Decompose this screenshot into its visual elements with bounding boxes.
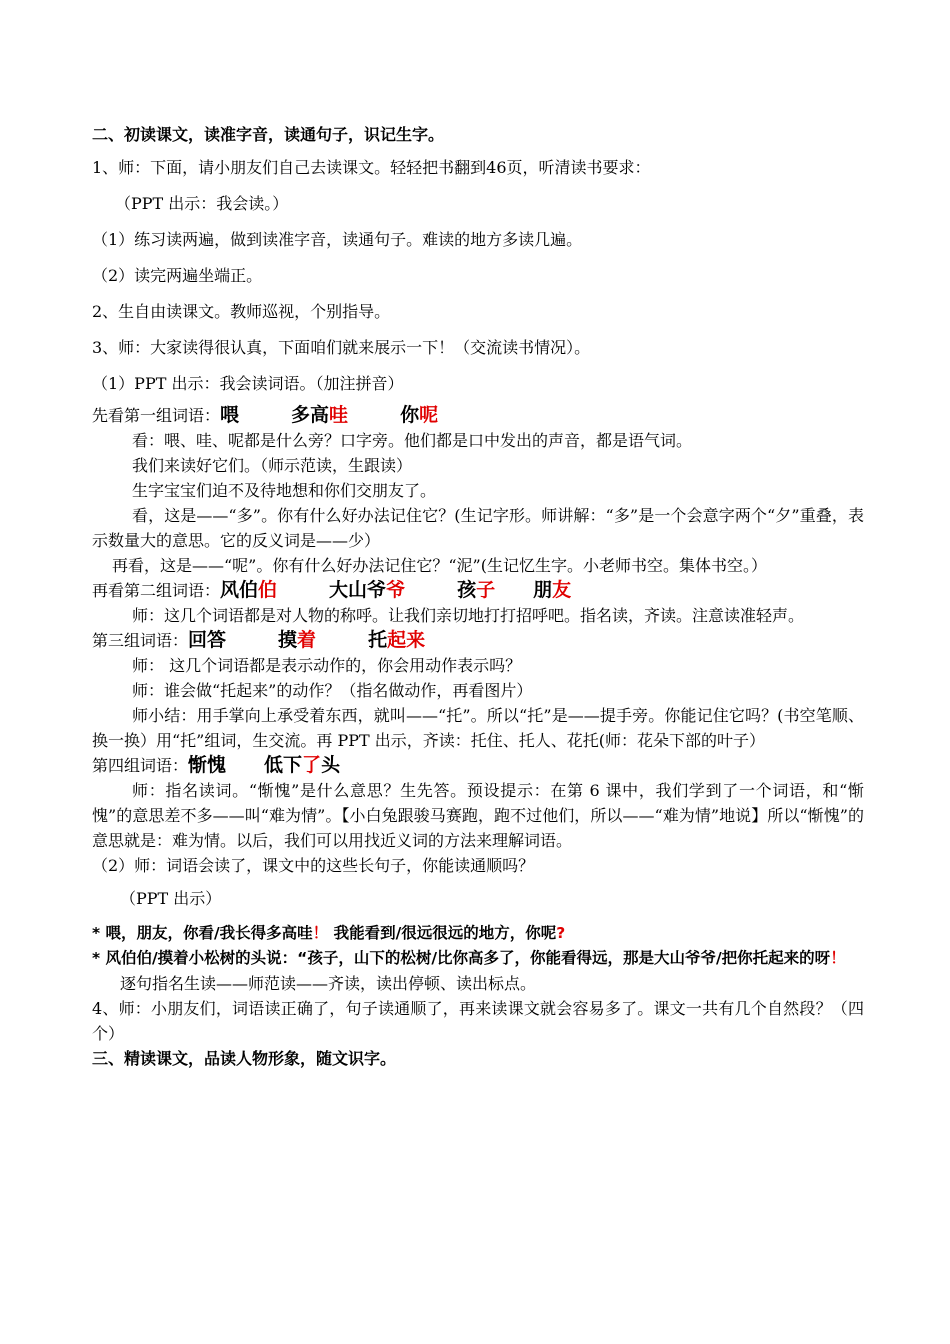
word-highlight: 哇 — [329, 404, 349, 426]
paragraph: （2）师：词语会读了，课文中的这些长句子，你能读通顺吗？ — [92, 856, 535, 875]
word-highlight: 友 — [552, 579, 572, 601]
word-highlight: 起来 — [387, 629, 426, 651]
word-group-2 — [92, 578, 864, 603]
paragraph: （1）PPT 出示：我会读词语。（加注拼音） — [92, 374, 404, 393]
paragraph: 1、师：下面，请小朋友们自己去读课文。轻轻把书翻到46页，听清读书要求： — [92, 158, 651, 177]
paragraph: 师： 这几个词语都是表示动作的，你会用动作表示吗？ — [132, 656, 522, 675]
paragraph: （PPT 出示） — [120, 889, 222, 908]
sentence-text: 我能看到/很远很远的地方，你呢 — [328, 924, 557, 942]
paragraph: 师：谁会做“托起来”的动作？（指名做动作，再看图片） — [132, 681, 533, 700]
practice-sentence-2 — [92, 946, 864, 971]
word-highlight: 伯 — [258, 579, 278, 601]
sentence-text: * 风伯伯/摸着小松树的头说：“孩子，山下的松树/比你高多了，你能看得远，那是大山爷爷/把你托起来的呀 — [92, 949, 831, 967]
paragraph: 看：喂、哇、呢都是什么旁？口字旁。他们都是口中发出的声音，都是语气词。 — [132, 431, 693, 450]
word-highlight: 子 — [476, 579, 496, 601]
paragraph: 师小结：用手掌向上承受着东西，就叫——“托”。所以“托”是——提手旁。你能记住它吗？(书空笔顺、换一换）用“托”组词，生交流。再 PPT 出示，齐读：托住、托人、花托(师：花朵下部的叶子） — [92, 706, 864, 750]
word: 多高 — [291, 404, 330, 426]
paragraph: （PPT 出示：我会读。） — [115, 194, 289, 213]
paragraph: 3、师：大家读得很认真，下面咱们就来展示一下！（交流读书情况）。 — [92, 338, 591, 357]
word-group-4 — [92, 753, 864, 778]
word-highlight: 爷 — [386, 579, 406, 601]
group-label: 第四组词语： — [92, 756, 189, 775]
section-heading-3: 三、精读课文，品读人物形象，随文识字。 — [92, 1049, 397, 1068]
paragraph: 逐句指名生读——师范读——齐读，读出停顿、读出标点。 — [120, 974, 537, 993]
word: 低下 — [264, 754, 303, 776]
paragraph: 2、生自由读课文。教师巡视，个别指导。 — [92, 302, 391, 321]
word: 朋 — [533, 579, 553, 601]
paragraph: 再看，这是——“呢”。你有什么好办法记住它？“泥”(生记忆生字。小老师书空。集体书空。） — [112, 556, 767, 575]
word: 回答 — [188, 629, 227, 651]
paragraph: 看，这是——“多”。你有什么好办法记住它？(生记字形。师讲解：“多”是一个会意字两个“夕”重叠，表示数量大的意思。它的反义词是——少） — [92, 506, 864, 550]
word: 风伯 — [220, 579, 259, 601]
word: 喂 — [220, 404, 240, 426]
group-label: 再看第二组词语： — [92, 581, 221, 600]
word: 惭愧 — [188, 754, 227, 776]
paragraph: （1）练习读两遍，做到读准字音，读通句子。难读的地方多读几遍。 — [92, 230, 583, 249]
group-label: 先看第一组词语： — [92, 406, 221, 425]
word: 头 — [321, 754, 341, 776]
sentence-punct: ！ — [312, 924, 329, 942]
word-group-3 — [92, 628, 864, 653]
paragraph: 师：指名读词。“惭愧”是什么意思？生先答。预设提示：在第 6 课中，我们学到了一个词语，和“惭愧”的意思差不多——叫“难为情”。【小白兔跟骏马赛跑，跑不过他们，所以——“难为情”地说】所以“惭愧”的意思就是：难为情。以后，我们可以用找近义词的方法来理解词语。 — [92, 781, 864, 850]
practice-sentence-1 — [92, 921, 864, 946]
sentence-punct: ！ — [830, 949, 846, 967]
word: 你 — [400, 404, 420, 426]
paragraph: （2）读完两遍坐端正。 — [92, 266, 263, 285]
word-group-1 — [92, 403, 864, 428]
document-page — [92, 122, 864, 1071]
sentence-punct: ? — [556, 924, 566, 942]
paragraph: 4、师：小朋友们，词语读正确了，句子读通顺了，再来读课文就会容易多了。课文一共有几个自然段？（四个） — [92, 999, 864, 1043]
word: 孩 — [457, 579, 477, 601]
word: 摸 — [278, 629, 298, 651]
group-label: 第三组词语： — [92, 631, 189, 650]
word: 托 — [368, 629, 388, 651]
paragraph: 生字宝宝们迫不及待地想和你们交朋友了。 — [132, 481, 437, 500]
word-highlight: 了 — [302, 754, 322, 776]
word-highlight: 呢 — [419, 404, 439, 426]
paragraph: 师：这几个词语都是对人物的称呼。让我们亲切地打打招呼吧。指名读，齐读。注意读准轻声。 — [132, 606, 805, 625]
section-heading-2: 二、初读课文，读准字音，读通句子，识记生字。 — [92, 125, 445, 144]
sentence-text: * 喂，朋友，你看/我长得多高哇 — [92, 924, 313, 942]
word: 大山爷 — [329, 579, 387, 601]
paragraph: 我们来读好它们。（师示范读，生跟读） — [132, 456, 413, 475]
word-highlight: 着 — [297, 629, 317, 651]
